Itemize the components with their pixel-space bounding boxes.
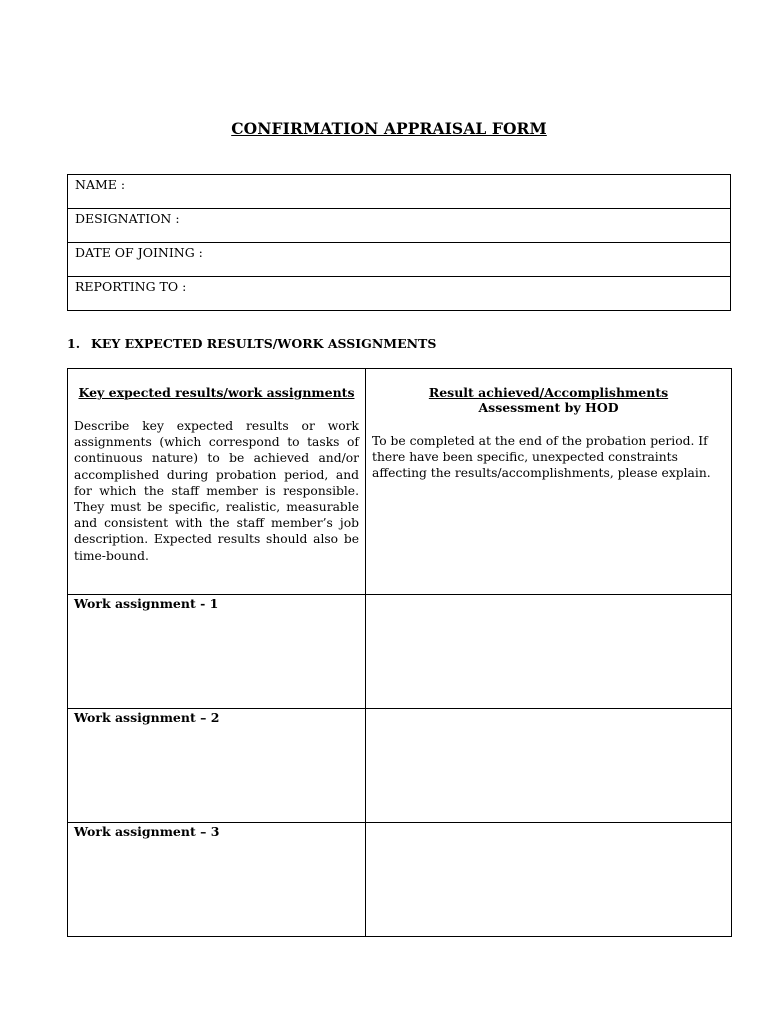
reporting-to-field[interactable]: REPORTING TO : <box>68 277 731 311</box>
results-achieved-heading-text: Result achieved/Accomplishments <box>428 385 669 400</box>
table-row <box>68 709 732 823</box>
info-row-name <box>68 175 731 209</box>
work-assignment-1-label: Work assignment - 1 <box>74 596 219 611</box>
work-assignment-1-cell[interactable] <box>68 595 366 709</box>
section-number: 1. <box>67 336 81 351</box>
results-achieved-heading <box>366 369 731 415</box>
date-of-joining-field[interactable]: DATE OF JOINING : <box>68 243 731 277</box>
work-assignment-2-result-cell[interactable] <box>366 709 732 823</box>
work-assignment-2-cell[interactable] <box>68 709 366 823</box>
key-results-description: Describe key expected results or work assignments (which correspond to tasks of continuous nature) to be achieved and/or accomplished during probation period, and for which the staff member is responsible. They must be specific, realistic, measurable and consistent with the staff member’s job description. Expected results should also be time-bound. <box>74 419 359 563</box>
info-row-date-of-joining <box>68 243 731 277</box>
assessment-by-hod-subheading: Assessment by HOD <box>478 400 619 415</box>
section-heading <box>67 336 436 351</box>
name-field[interactable]: NAME : <box>68 175 731 209</box>
table-row <box>68 823 732 937</box>
page-title: CONFIRMATION APPRAISAL FORM <box>231 119 547 138</box>
section-title: KEY EXPECTED RESULTS/WORK ASSIGNMENTS <box>91 336 437 351</box>
key-results-heading-text: Key expected results/work assignments <box>78 385 355 400</box>
work-assignments-table <box>67 368 732 937</box>
employee-info-table <box>67 174 731 311</box>
key-results-column <box>68 369 366 595</box>
work-assignment-3-label: Work assignment – 3 <box>74 824 220 839</box>
info-row-designation <box>68 209 731 243</box>
work-assignment-3-result-cell[interactable] <box>366 823 732 937</box>
key-results-heading <box>68 369 365 400</box>
table-header-row <box>68 369 732 595</box>
results-achieved-column <box>366 369 732 595</box>
results-achieved-description: To be completed at the end of the probation period. If there have been specific, unexpected constraints affecting the results/accomplishments, please explain. <box>372 434 711 481</box>
work-assignment-1-result-cell[interactable] <box>366 595 732 709</box>
table-row <box>68 595 732 709</box>
work-assignment-3-cell[interactable] <box>68 823 366 937</box>
designation-field[interactable]: DESIGNATION : <box>68 209 731 243</box>
info-row-reporting-to <box>68 277 731 311</box>
work-assignment-2-label: Work assignment – 2 <box>74 710 220 725</box>
